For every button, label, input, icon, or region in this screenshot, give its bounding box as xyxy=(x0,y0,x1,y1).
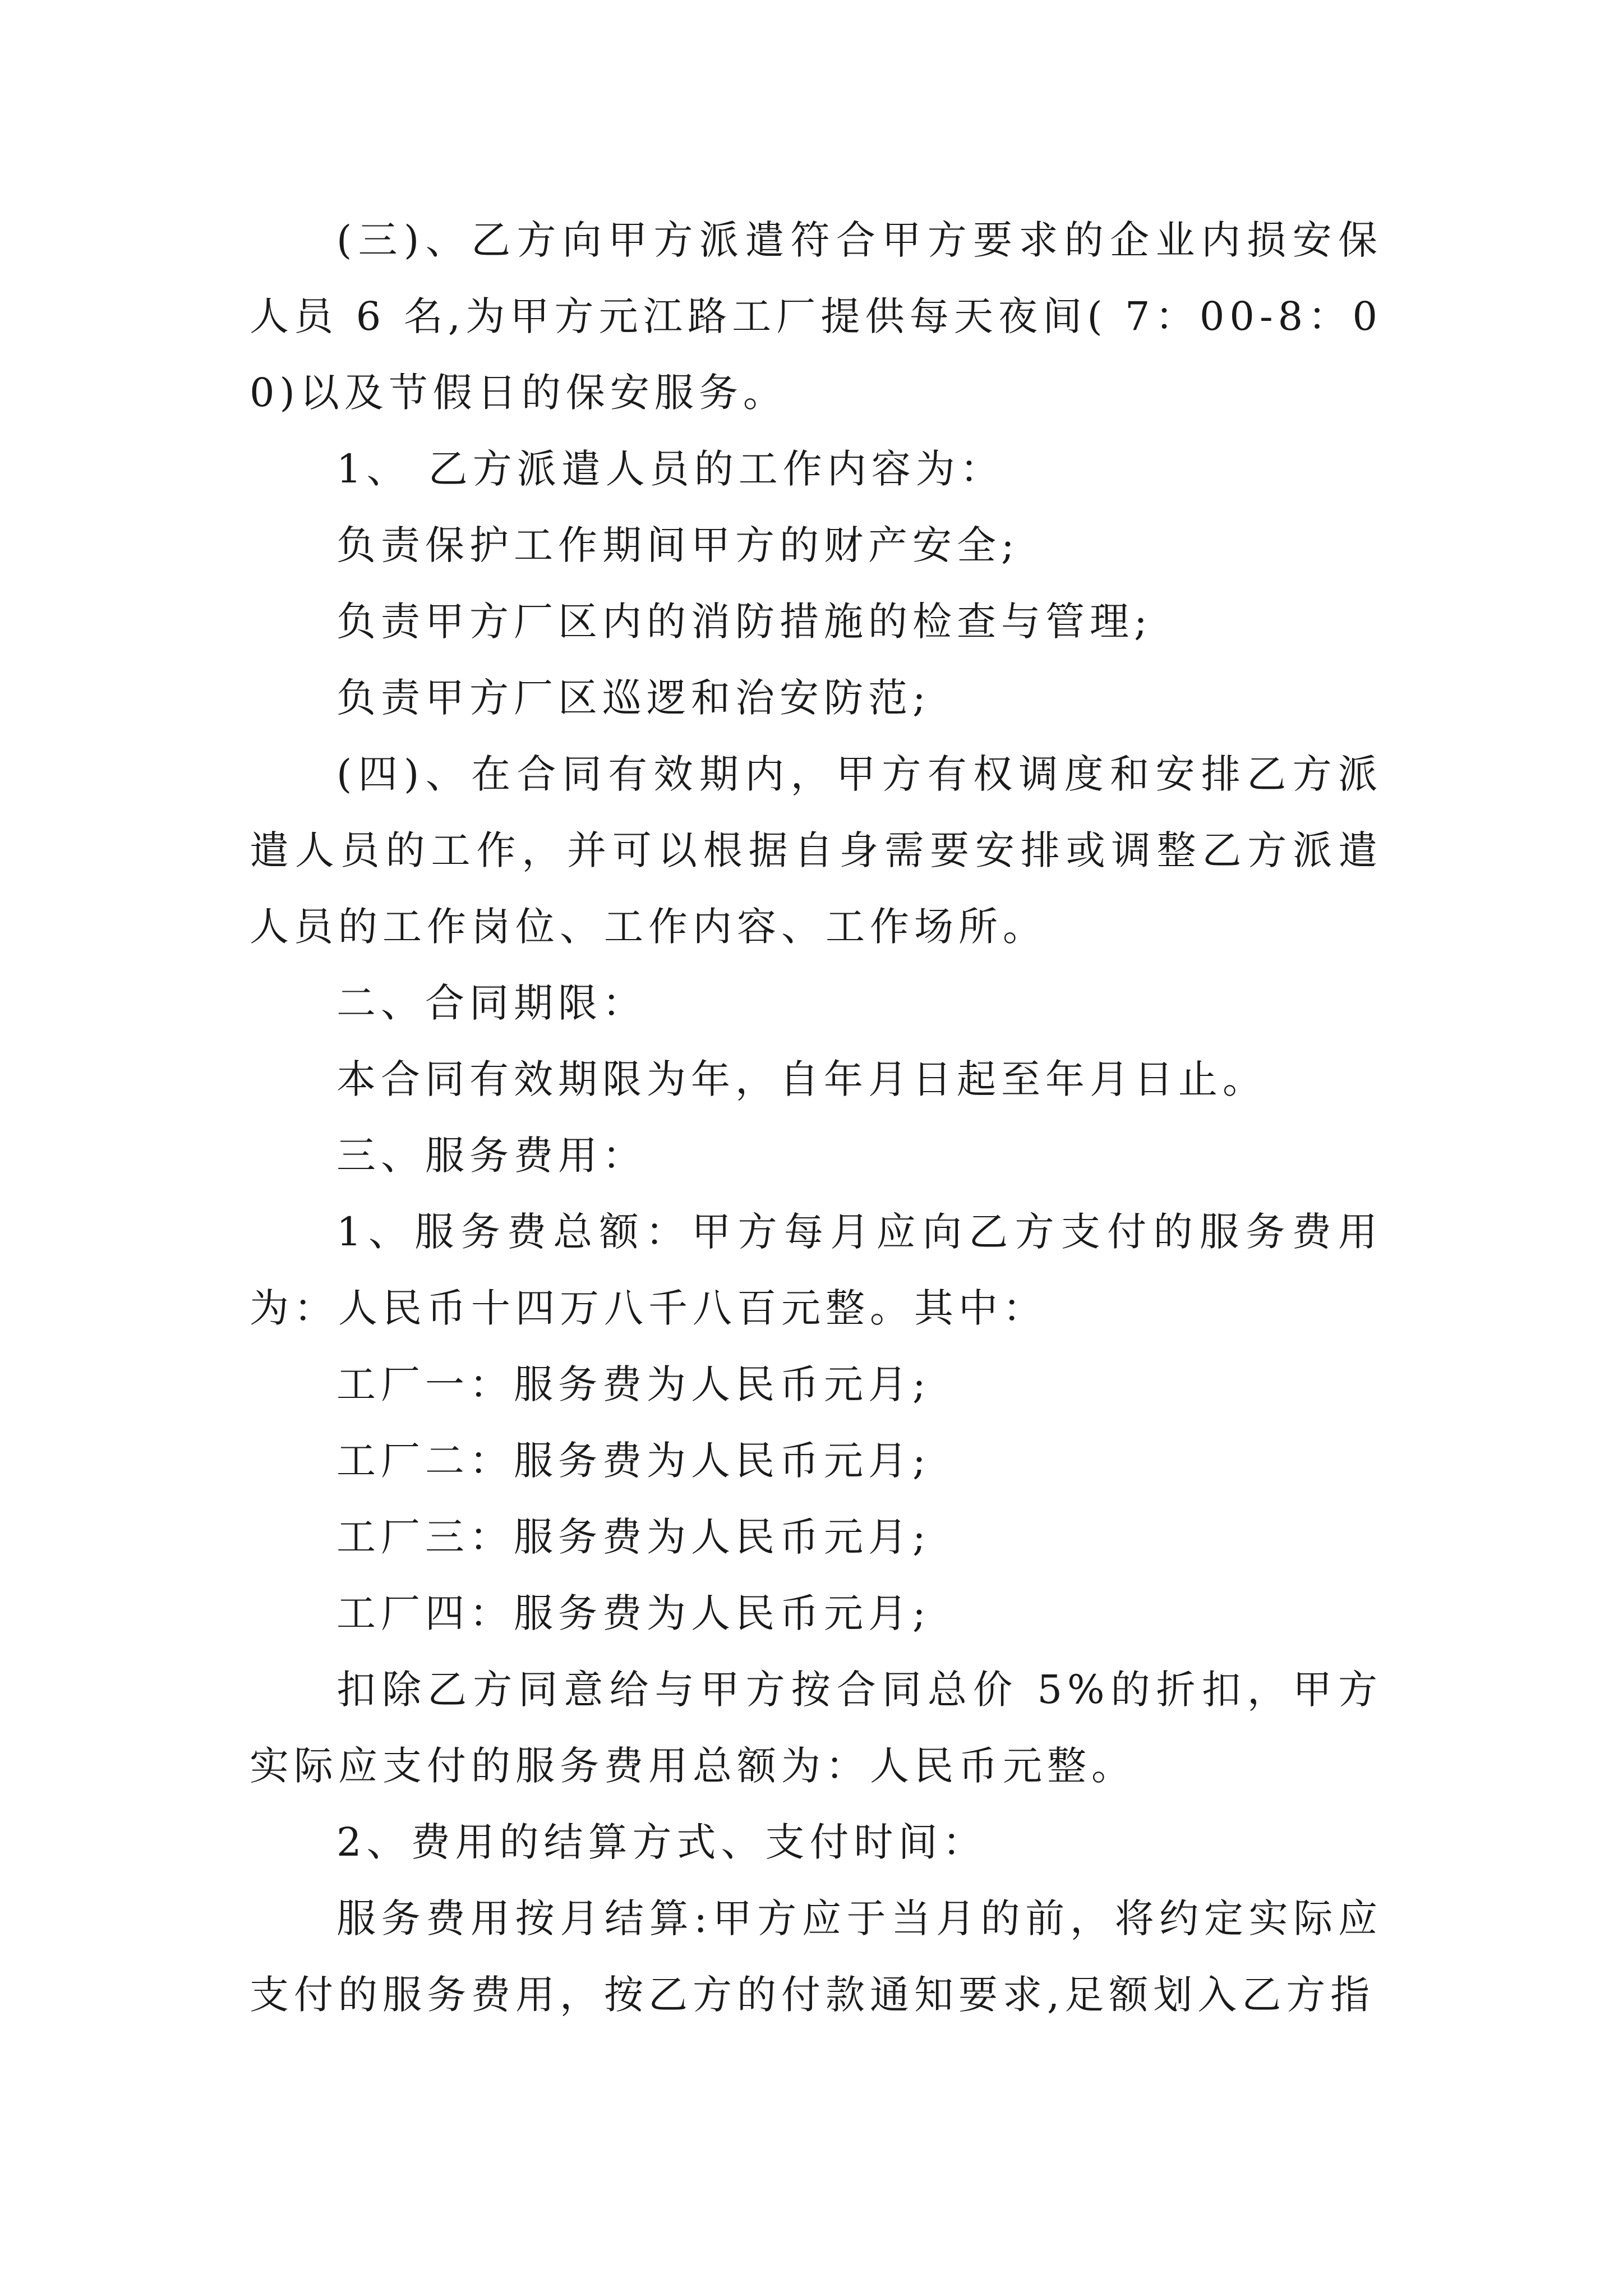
paragraph-duty-property: 负责保护工作期间甲方的财产安全; xyxy=(336,522,1020,568)
paragraph-contract-term: 本合同有效期限为年，自年月日起至年月日止。 xyxy=(336,1056,1267,1102)
paragraph-duty-fire: 负责甲方厂区内的消防措施的检查与管理; xyxy=(336,599,1152,645)
paragraph-section-4: (四)、在合同有效期内，甲方有权调度和安排乙方派遣人员的工作，并可以根据自身需要安排或调整乙方派遣人员的工作岗位、工作内容、工作场所。 xyxy=(250,751,1382,950)
paragraph-settlement-heading: 2、费用的结算方式、支付时间： xyxy=(336,1819,987,1865)
paragraph-fee-total: 1、服务费总额：甲方每月应向乙方支付的服务费用为：人民币十四万八千八百元整。其中： xyxy=(250,1209,1382,1331)
document-body xyxy=(250,202,1382,2033)
paragraph-work-content-heading: 1、 乙方派遣人员的工作内容为： xyxy=(336,446,1004,492)
paragraph-service-fee-heading: 三、服务费用： xyxy=(336,1133,647,1179)
paragraph-settlement: 服务费用按月结算:甲方应于当月的前，将约定实际应支付的服务费用，按乙方的付款通知要求,足额划入乙方指 xyxy=(250,1895,1382,2018)
paragraph-discount: 扣除乙方同意给与甲方按合同总价 5%的折扣，甲方实际应支付的服务费用总额为：人民币元整。 xyxy=(250,1667,1382,1789)
paragraph-duty-patrol: 负责甲方厂区巡逻和治安防范; xyxy=(336,675,931,721)
paragraph-factory-1: 工厂一：服务费为人民币元月; xyxy=(336,1361,931,1407)
paragraph-section-3: (三)、乙方向甲方派遣符合甲方要求的企业内损安保人员 6 名,为甲方元江路工厂提供每天夜间( 7：00-8：00)以及节假日的保安服务。 xyxy=(250,217,1382,416)
paragraph-factory-3: 工厂三：服务费为人民币元月; xyxy=(336,1514,931,1560)
paragraph-factory-2: 工厂二：服务费为人民币元月; xyxy=(336,1438,931,1484)
paragraph-factory-4: 工厂四：服务费为人民币元月; xyxy=(336,1590,931,1636)
paragraph-contract-term-heading: 二、合同期限： xyxy=(336,980,647,1026)
